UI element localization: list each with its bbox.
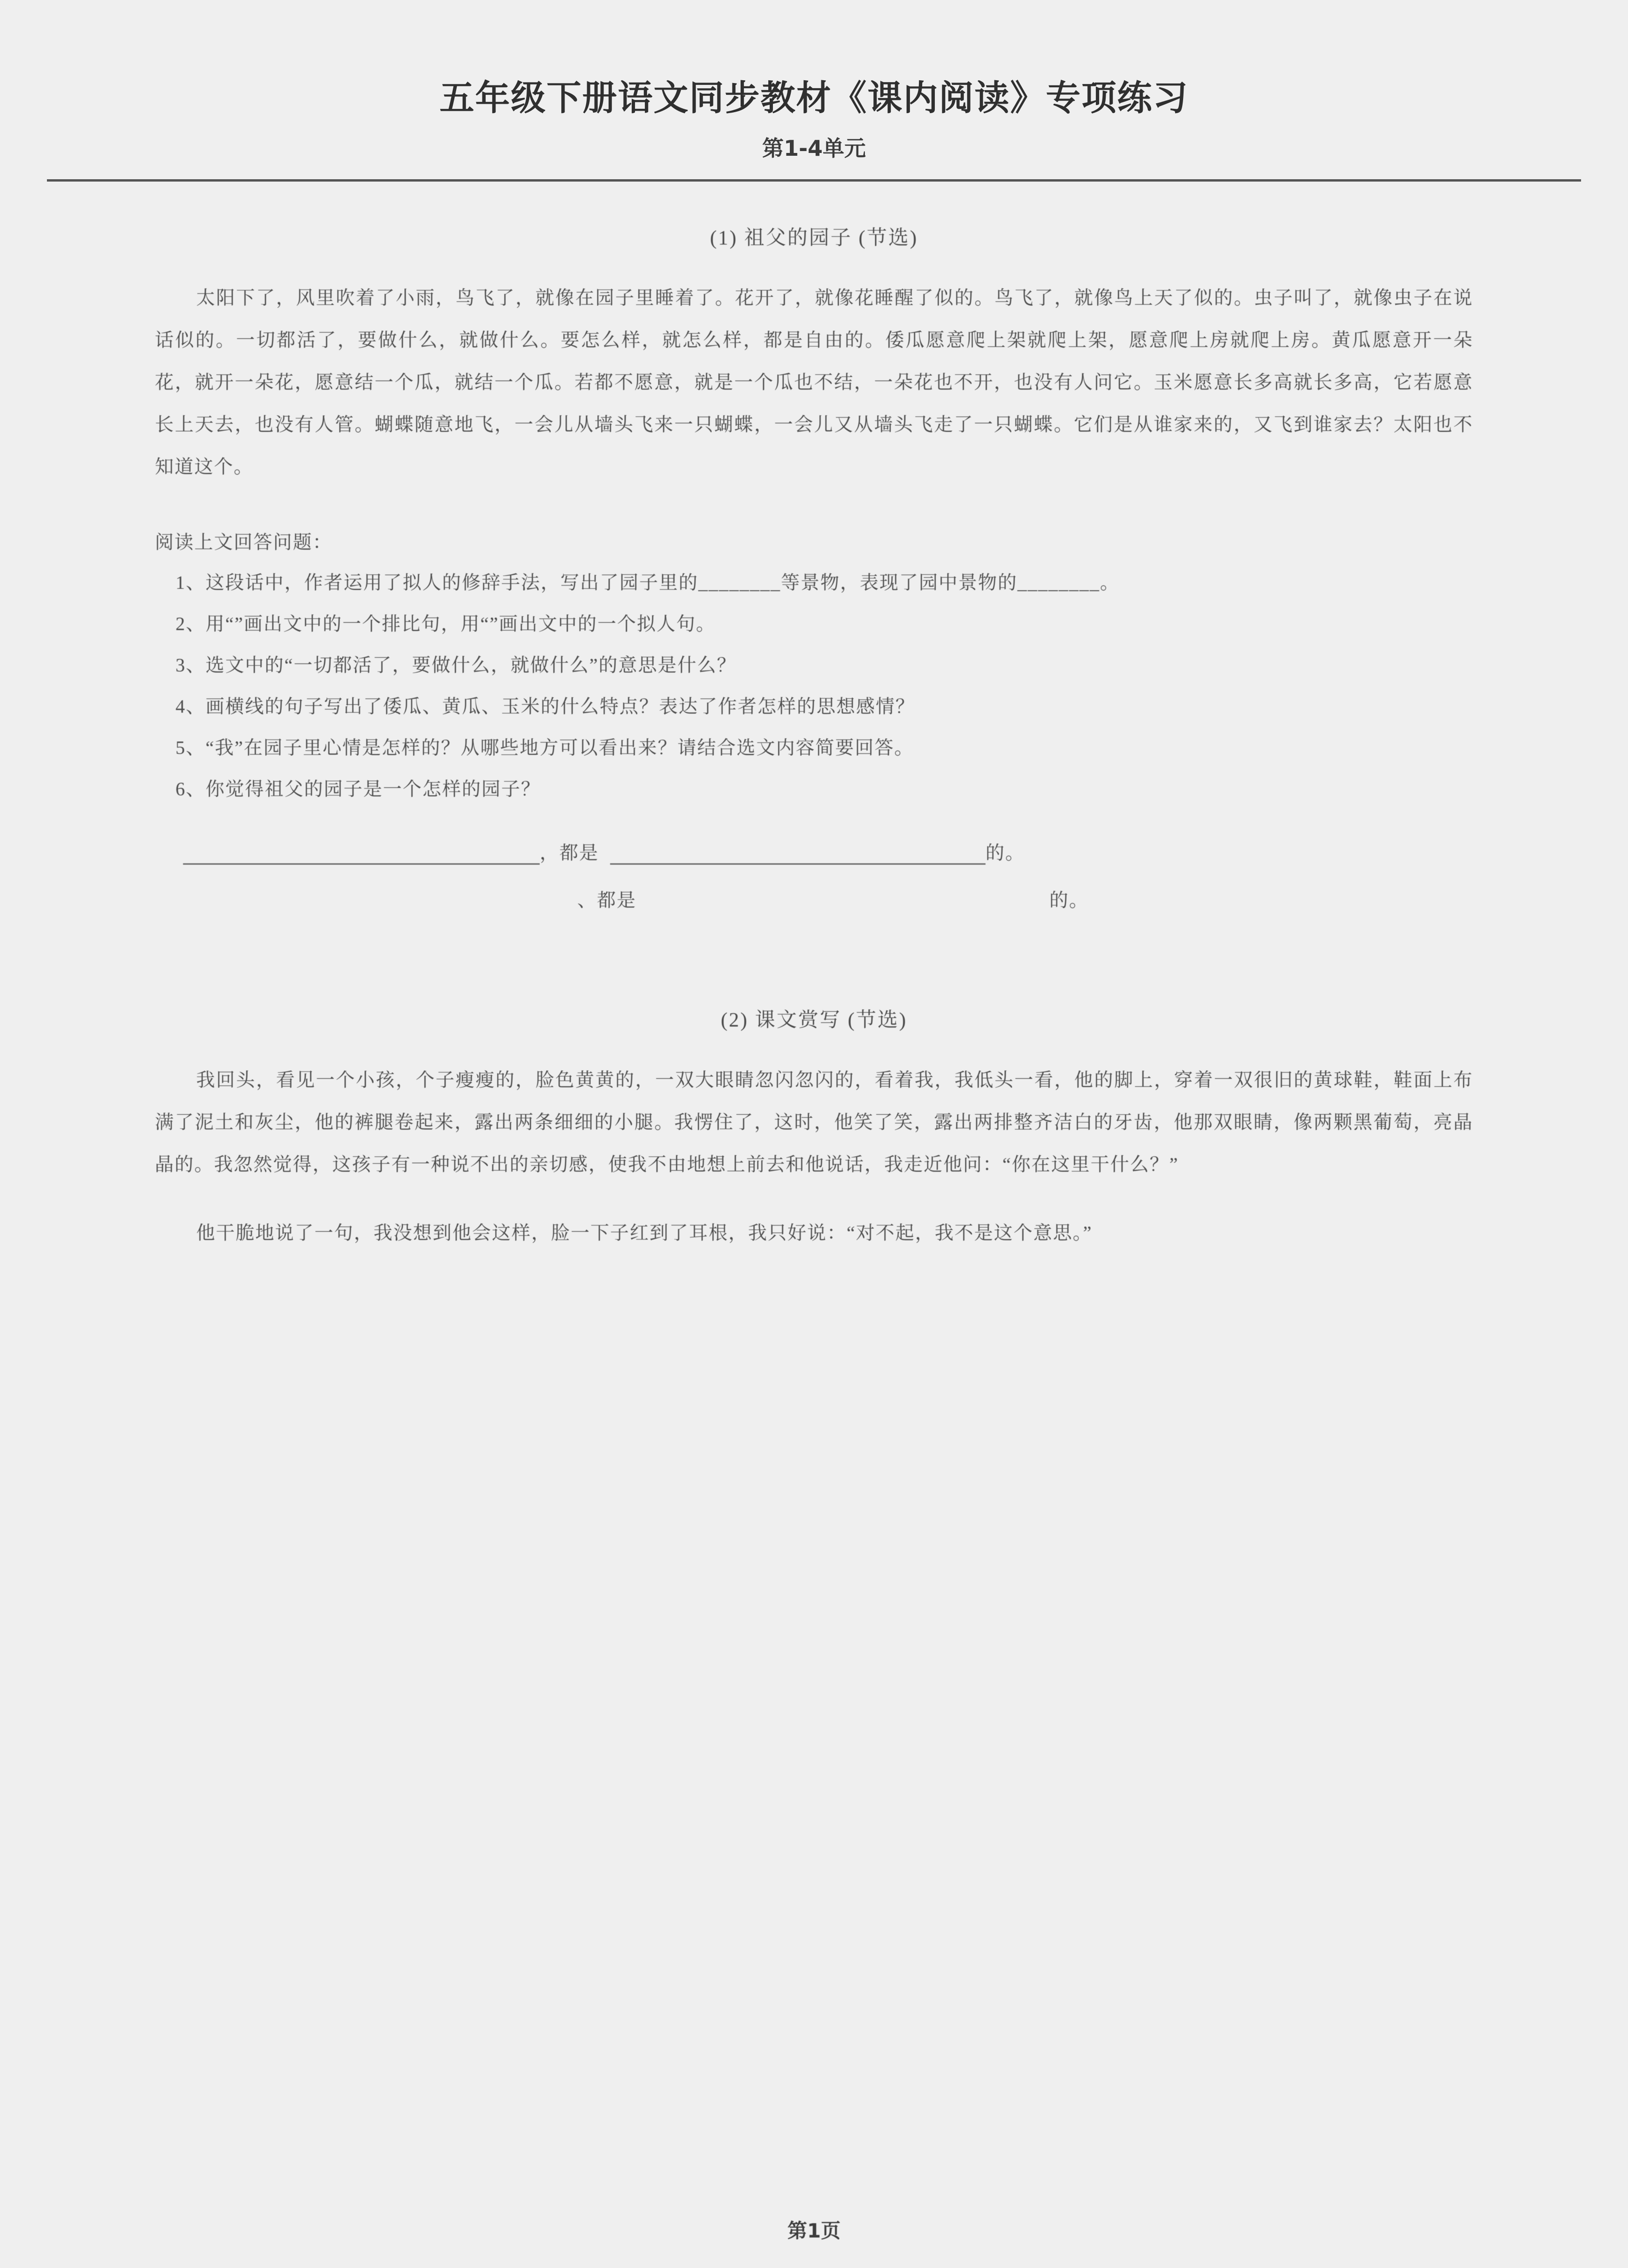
page-subtitle: 第1-4单元 [762,136,866,161]
question-4-text: 4、画横线的句子写出了倭瓜、黄瓜、玉米的什么特点？表达了作者怎样的思想感情？ [176,696,915,717]
section-2-heading: (2) 课文赏写 (节选) [720,1009,908,1031]
page-title: 五年级下册语文同步教材《课内阅读》专项练习 [439,78,1189,118]
answer-tail-2: 的。 [1049,890,1089,911]
question-5-text: 5、“我”在园子里心情是怎样的？从哪些地方可以看出来？请结合选文内容简要回答。 [176,737,914,758]
section-2-passage-1: 我回头，看见一个小孩，个子瘦瘦的，脸色黄黄的，一双大眼睛忽闪忽闪的，看着我，我低头一看，他的脚上，穿着一双很旧的黄球鞋，鞋面上布满了泥土和灰尘，他的裤腿卷起来，露出两条细细的小腿。我愣住了，这时，他笑了笑，露出两排整齐洁白的牙齿，他那双眼睛，像两颗黑葡萄，亮晶晶的。我忽然觉得，这孩子有一种说不出的亲切感，使我不由地想上前去和他说话，我走近他问：“你在这里干什么？” [155,1069,1473,1175]
question-3-text: 3、选文中的“一切都活了，要做什么，就做什么”的意思是什么？ [176,655,737,676]
question-item-5 [155,727,1473,769]
question-item-3 [155,645,1473,686]
question-1-text: 1、这段话中，作者运用了拟人的修辞手法，写出了园子里的________等景物，表现了园中景物的________。 [176,572,1120,593]
section-1-heading: (1) 祖父的园子 (节选) [710,227,918,249]
answer-blank-1[interactable] [183,845,540,865]
question-item-1 [155,562,1473,603]
answer-blank-2[interactable] [610,845,986,865]
answer-tail-1: 的。 [986,842,1025,863]
question-item-4 [155,686,1473,727]
answer-row-2 [155,885,1473,912]
section-1-passage: 太阳下了，风里吹着了小雨，鸟飞了，就像在园子里睡着了。花开了，就像花睡醒了似的。鸟飞了，就像鸟上天了似的。虫子叫了，就像虫子在说话似的。一切都活了，要做什么，就做什么。要怎么样，就怎么样，都是自由的。倭瓜愿意爬上架就爬上架，愿意爬上房就爬上房。黄瓜愿意开一朵花，就开一朵花，愿意结一个瓜，就结一个瓜。若都不愿意，就是一个瓜也不结，一朵花也不开，也没有人问它。玉米愿意长多高就长多高，它若愿意长上天去，也没有人管。蝴蝶随意地飞，一会儿从墙头飞来一只蝴蝶，一会儿又从墙头飞走了一只蝴蝶。它们是从谁家来的，又飞到谁家去？太阳也不知道这个。 [155,287,1473,477]
question-item-2 [155,603,1473,645]
section-2-passage-2: 他干脆地说了一句，我没想到他会这样，脸一下子红到了耳根，我只好说：“对不起，我不是这个意思。” [196,1222,1093,1243]
answer-label-1: ，都是 [540,842,599,863]
question-item-6 [155,769,1473,810]
answer-label-2: 、都是 [577,890,636,911]
question-2-text: 2、用“”画出文中的一个排比句，用“”画出文中的一个拟人句。 [176,613,716,634]
question-6-text: 6、你觉得祖父的园子是一个怎样的园子？ [176,778,541,799]
title-divider [47,179,1581,182]
answer-row-1 [155,838,1473,865]
questions-lead: 阅读上文回答问题： [155,532,332,553]
page-number: 第1页 [787,2219,841,2242]
section-1-questions [155,523,1473,810]
